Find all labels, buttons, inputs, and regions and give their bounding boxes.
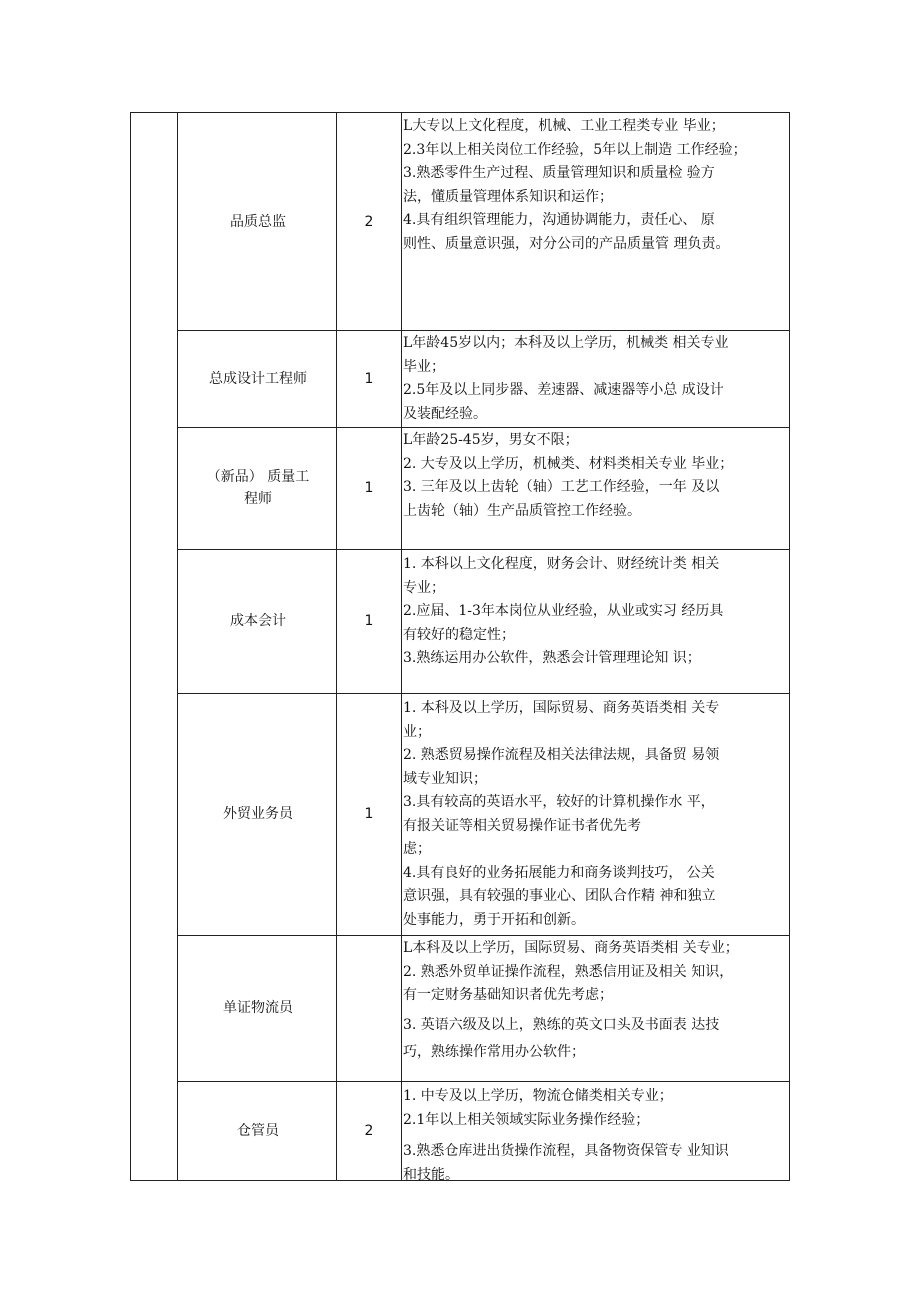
requirement-line: 2. 大专及以上学历，机械类、材料类相关专业 毕业； bbox=[403, 455, 734, 472]
position-count: 1 bbox=[364, 613, 374, 629]
requirement-line: 2.1年以上相关领域实际业务操作经验； bbox=[403, 1111, 650, 1128]
requirement-line: 2. 熟悉外贸单证操作流程，熟悉信用证及相关 知识， bbox=[403, 963, 734, 980]
requirement-line: 处事能力，勇于开拓和创新。 bbox=[403, 911, 585, 928]
position-requirements bbox=[402, 330, 789, 427]
position-count: 2 bbox=[364, 213, 374, 230]
requirement-line: 3.熟练运用办公软件，熟悉会计管理理论知 识； bbox=[403, 650, 701, 666]
position-count: 1 bbox=[364, 806, 374, 822]
requirement-line: L年龄45岁以内；本科及以上学历，机械类 相关专业 bbox=[403, 335, 729, 351]
requirement-line: 3. 三年及以上齿轮（轴）工艺工作经验，一年 及以 bbox=[403, 479, 720, 495]
requirement-line: 2.应届、1-3年本岗位从业经验，从业或实习 经历具 bbox=[403, 603, 724, 619]
requirement-line: 毕业； bbox=[403, 358, 445, 375]
requirement-line: 1. 中专及以上学历，物流仓储类相关专业； bbox=[403, 1088, 673, 1104]
table-row bbox=[177, 1081, 789, 1180]
position-requirements bbox=[402, 935, 789, 1081]
requirement-line: L年龄25-45岁，男女不限； bbox=[403, 432, 579, 448]
position-title: 成本会计 bbox=[230, 613, 286, 629]
position-requirements bbox=[402, 113, 789, 330]
table-row bbox=[177, 427, 789, 549]
position-requirements bbox=[402, 1081, 789, 1180]
table-row bbox=[177, 693, 789, 935]
position-count: 2 bbox=[364, 1122, 374, 1139]
position-requirements bbox=[402, 693, 789, 935]
requirement-line: 和技能。 bbox=[403, 1166, 459, 1180]
requirement-line: 1. 本科及以上学历，国际贸易、商务英语类相 关专 bbox=[403, 700, 720, 716]
requirement-line: 意识强，具有较强的事业心、团队合作精 神和独立 bbox=[403, 888, 716, 904]
requirement-line: 1. 本科以上文化程度，财务会计、财经统计类 相关 bbox=[403, 556, 720, 572]
requirement-line: 3.熟悉仓库进出货操作流程，具备物资保管专 业知识 bbox=[403, 1143, 729, 1159]
position-title: 外贸业务员 bbox=[223, 806, 293, 822]
requirement-line: 巧，熟练操作常用办公软件； bbox=[403, 1044, 585, 1060]
table-row bbox=[177, 935, 789, 1081]
requirement-line: 上齿轮（轴）生产品质管控工作经验。 bbox=[403, 502, 641, 519]
requirement-line: 3.具有较高的英语水平，较好的计算机操作水 平， bbox=[403, 794, 715, 810]
requirement-line: 业； bbox=[403, 723, 431, 740]
requirement-line: 4.具有组织管理能力，沟通协调能力，责任心、 原 bbox=[403, 212, 715, 228]
position-title: 品质总监 bbox=[230, 213, 286, 230]
position-count bbox=[337, 935, 401, 1081]
position-requirements bbox=[402, 549, 789, 693]
requirement-line: 则性、质量意识强，对分公司的产品质量管 理负责。 bbox=[403, 235, 730, 252]
recruitment-table bbox=[130, 112, 790, 1181]
requirement-line: 3. 英语六级及以上，熟练的英文口头及书面表 达技 bbox=[403, 1016, 720, 1033]
position-requirements bbox=[402, 427, 789, 549]
requirement-line: L本科及以上学历，国际贸易、商务英语类相 关专业； bbox=[403, 940, 739, 956]
position-title: 单证物流员 bbox=[223, 1000, 293, 1016]
requirement-line: 有较好的稳定性； bbox=[403, 626, 515, 643]
position-title: 仓管员 bbox=[237, 1122, 279, 1139]
requirement-line: L大专以上文化程度，机械、工业工程类专业 毕业； bbox=[403, 118, 725, 134]
table-row bbox=[177, 330, 789, 427]
requirement-line: 虑； bbox=[403, 841, 431, 857]
position-count: 1 bbox=[364, 370, 374, 387]
requirement-line: 域专业知识； bbox=[403, 770, 487, 787]
requirement-line: 有一定财务基础知识者优先考虑； bbox=[403, 987, 613, 1003]
position-title: 总成设计工程师 bbox=[209, 370, 307, 387]
requirement-line: 2.3年以上相关岗位工作经验，5年以上制造 工作经验； bbox=[403, 141, 747, 158]
position-count: 1 bbox=[364, 480, 374, 496]
requirement-line: 法，懂质量管理体系知识和运作； bbox=[403, 188, 613, 205]
requirement-line: 2. 熟悉贸易操作流程及相关法律法规，具备贸 易领 bbox=[403, 747, 720, 763]
position-title: （新品） 质量工程师 bbox=[206, 469, 310, 507]
table-row bbox=[177, 549, 789, 693]
requirement-line: 专业； bbox=[403, 579, 445, 596]
requirement-line: 及装配经验。 bbox=[403, 405, 487, 422]
requirement-line: 4.具有良好的业务拓展能力和商务谈判技巧， 公关 bbox=[403, 864, 715, 881]
requirement-line: 2.5年及以上同步器、差速器、减速器等小总 成设计 bbox=[403, 382, 724, 398]
requirement-line: 有报关证等相关贸易操作证书者优先考 bbox=[403, 817, 641, 834]
table-row bbox=[177, 113, 789, 330]
requirement-line: 3.熟悉零件生产过程、质量管理知识和质量检 验方 bbox=[403, 165, 715, 181]
